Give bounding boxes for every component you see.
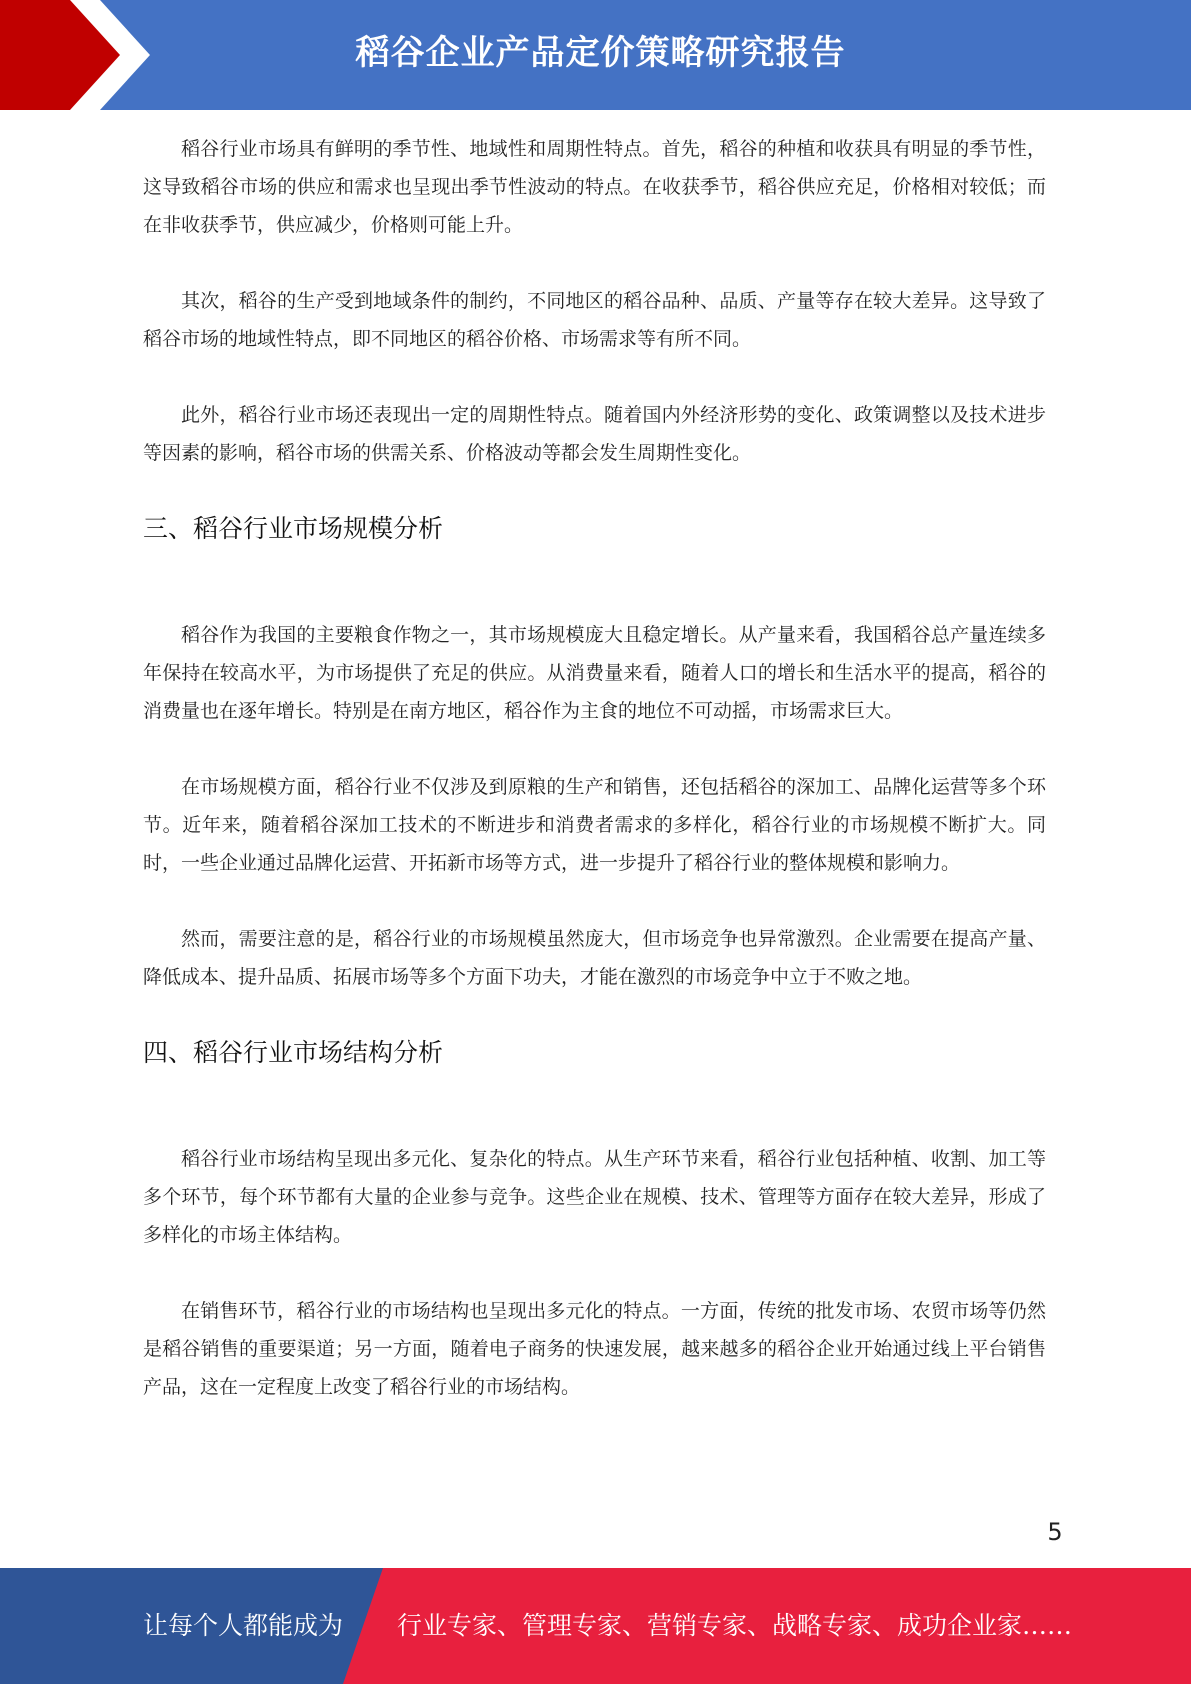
- report-title: 稻谷企业产品定价策略研究报告: [355, 33, 846, 73]
- page-number: 5: [1047, 1518, 1063, 1546]
- footer-slogan-left: 让每个人都能成为: [143, 1611, 344, 1640]
- paragraph: 此外，稻谷行业市场还表现出一定的周期性特点。随着国内外经济形势的变化、政策调整以及技术进步等因素的影响，稻谷市场的供需关系、价格波动等都会发生周期性变化。: [143, 404, 1046, 464]
- paragraph: 其次，稻谷的生产受到地域条件的制约，不同地区的稻谷品种、品质、产量等存在较大差异。这导致了稻谷市场的地域性特点，即不同地区的稻谷价格、市场需求等有所不同。: [143, 290, 1046, 350]
- section-heading: 三、稻谷行业市场规模分析: [143, 514, 444, 543]
- page-header: [0, 0, 1191, 110]
- document-body: [143, 130, 1046, 1444]
- paragraph: 稻谷作为我国的主要粮食作物之一，其市场规模庞大且稳定增长。从产量来看，我国稻谷总产量连续多年保持在较高水平，为市场提供了充足的供应。从消费量来看，随着人口的增长和生活水平的提高，稻谷的消费量也在逐年增长。特别是在南方地区，稻谷作为主食的地位不可动摇，市场需求巨大。: [143, 624, 1046, 722]
- paragraph: 稻谷行业市场具有鲜明的季节性、地域性和周期性特点。首先，稻谷的种植和收获具有明显的季节性，这导致稻谷市场的供应和需求也呈现出季节性波动的特点。在收获季节，稻谷供应充足，价格相对较低；而在非收获季节，供应减少，价格则可能上升。: [143, 138, 1046, 236]
- page-footer: [0, 1568, 1191, 1684]
- section-heading: 四、稻谷行业市场结构分析: [143, 1038, 444, 1067]
- paragraph: 在市场规模方面，稻谷行业不仅涉及到原粮的生产和销售，还包括稻谷的深加工、品牌化运营等多个环节。近年来，随着稻谷深加工技术的不断进步和消费者需求的多样化，稻谷行业的市场规模不断扩大。同时，一些企业通过品牌化运营、开拓新市场等方式，进一步提升了稻谷行业的整体规模和影响力。: [143, 776, 1046, 874]
- paragraph: 稻谷行业市场结构呈现出多元化、复杂化的特点。从生产环节来看，稻谷行业包括种植、收割、加工等多个环节，每个环节都有大量的企业参与竞争。这些企业在规模、技术、管理等方面存在较大差异，形成了多样化的市场主体结构。: [143, 1148, 1046, 1246]
- paragraph: 然而，需要注意的是，稻谷行业的市场规模虽然庞大，但市场竞争也异常激烈。企业需要在提高产量、降低成本、提升品质、拓展市场等多个方面下功夫，才能在激烈的市场竞争中立于不败之地。: [143, 928, 1046, 988]
- paragraph: 在销售环节，稻谷行业的市场结构也呈现出多元化的特点。一方面，传统的批发市场、农贸市场等仍然是稻谷销售的重要渠道；另一方面，随着电子商务的快速发展，越来越多的稻谷企业开始通过线上平台销售产品，这在一定程度上改变了稻谷行业的市场结构。: [143, 1300, 1046, 1398]
- footer-slogan-right: 行业专家、管理专家、营销专家、战略专家、成功企业家……: [397, 1611, 1073, 1640]
